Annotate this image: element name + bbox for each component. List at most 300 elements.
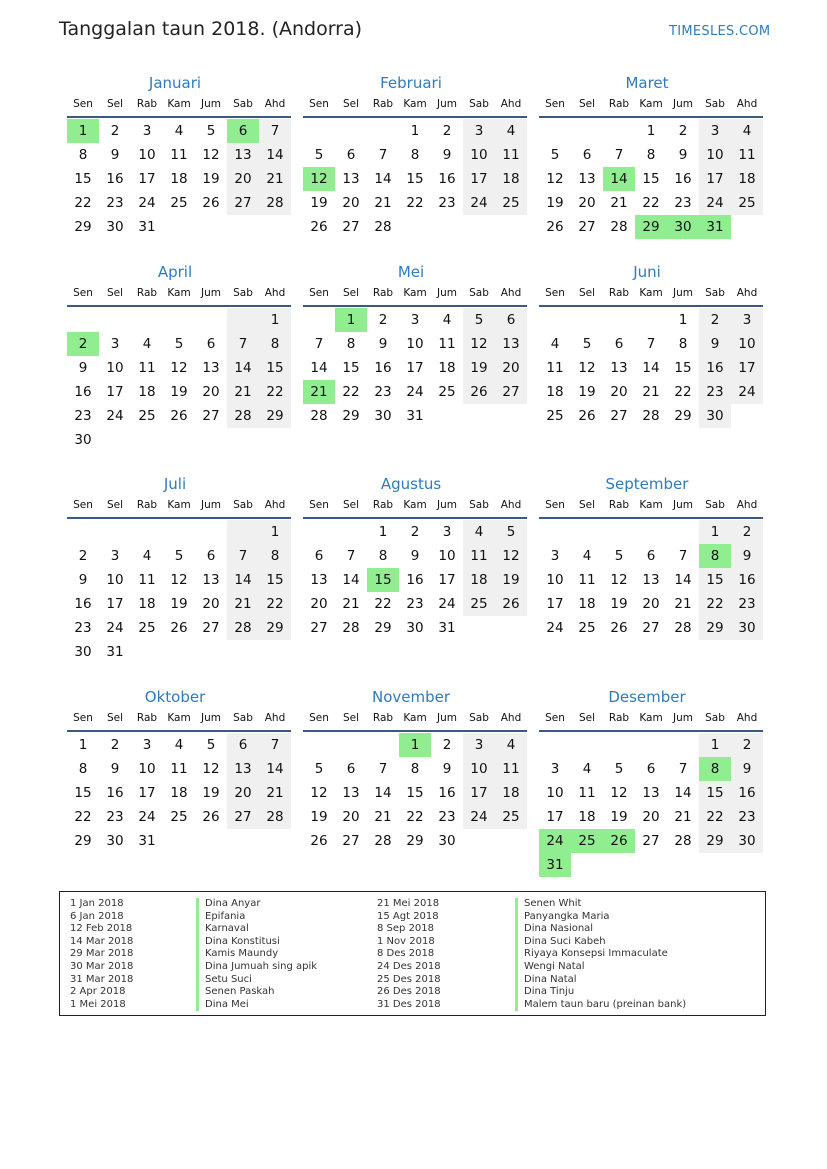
day-cell: 29 bbox=[74, 219, 92, 235]
day-cell: 3 bbox=[410, 312, 420, 328]
empty-cell bbox=[227, 428, 259, 452]
month-mei bbox=[303, 261, 527, 428]
empty-cell bbox=[67, 308, 99, 332]
legend-date: 6 Jan 2018 bbox=[70, 910, 124, 922]
legend-holiday-name: Senen Whit bbox=[515, 898, 686, 911]
legend-dates-left bbox=[70, 898, 133, 1011]
empty-cell bbox=[699, 853, 731, 877]
empty-cell bbox=[131, 520, 163, 544]
month-juni bbox=[539, 261, 763, 428]
day-cell: 27 bbox=[227, 191, 259, 215]
empty-cell bbox=[463, 215, 495, 239]
month-november bbox=[303, 686, 527, 853]
weekday-label: Sab bbox=[469, 98, 489, 110]
empty-cell bbox=[539, 119, 571, 143]
weekday-header bbox=[539, 708, 763, 732]
empty-cell bbox=[227, 215, 259, 239]
day-cell: 28 bbox=[342, 620, 360, 636]
weekday-label: Sel bbox=[106, 287, 124, 299]
legend-holiday-name: Malem taun baru (preinan bank) bbox=[515, 999, 686, 1012]
weekday-label: Jum bbox=[437, 499, 457, 511]
weekday-label: Ahd bbox=[500, 499, 522, 511]
empty-cell bbox=[227, 520, 259, 544]
empty-cell bbox=[195, 428, 227, 452]
day-cell: 14 bbox=[342, 572, 360, 588]
day-cell: 16 bbox=[406, 572, 424, 588]
day-cell: 24 bbox=[138, 195, 156, 211]
weekday-label: Sel bbox=[578, 287, 596, 299]
day-cell: 17 bbox=[438, 572, 456, 588]
day-cell: 24 bbox=[106, 408, 124, 424]
day-cell: 18 bbox=[546, 384, 564, 400]
day-cell: 27 bbox=[495, 380, 527, 404]
day-cell: 19 bbox=[463, 356, 495, 380]
day-cell: 14 bbox=[259, 757, 291, 781]
day-cell: 25 bbox=[463, 592, 495, 616]
brand-logo-text[interactable]: TIMESLES.COM bbox=[669, 24, 771, 39]
weekday-label: Sel bbox=[106, 712, 124, 724]
day-cell: 23 bbox=[406, 596, 424, 612]
day-cell: 29 bbox=[259, 404, 291, 428]
month-title: April bbox=[157, 263, 193, 281]
day-cell: 24 bbox=[406, 384, 424, 400]
day-cell: 24 bbox=[539, 829, 571, 853]
day-cell: 11 bbox=[546, 360, 564, 376]
empty-cell bbox=[495, 404, 527, 428]
day-cell: 28 bbox=[610, 219, 628, 235]
day-cell: 30 bbox=[731, 829, 763, 853]
day-cell: 4 bbox=[174, 737, 184, 753]
day-cell: 31 bbox=[138, 833, 156, 849]
day-cell: 20 bbox=[202, 596, 220, 612]
day-cell: 18 bbox=[463, 568, 495, 592]
empty-cell bbox=[259, 428, 291, 452]
weekday-label: Sen bbox=[545, 499, 565, 511]
day-cell: 23 bbox=[74, 620, 92, 636]
day-grid bbox=[539, 119, 763, 239]
day-cell: 25 bbox=[571, 829, 603, 853]
day-cell: 8 bbox=[78, 761, 88, 777]
day-cell: 18 bbox=[138, 596, 156, 612]
empty-cell bbox=[195, 215, 227, 239]
day-cell: 8 bbox=[699, 757, 731, 781]
empty-cell bbox=[495, 829, 527, 853]
day-cell: 4 bbox=[731, 119, 763, 143]
day-cell: 1 bbox=[259, 308, 291, 332]
day-cell: 27 bbox=[642, 833, 660, 849]
empty-cell bbox=[195, 520, 227, 544]
day-cell: 7 bbox=[346, 548, 356, 564]
day-grid bbox=[539, 520, 763, 640]
legend-date: 31 Des 2018 bbox=[377, 998, 441, 1010]
legend-names-right bbox=[515, 898, 686, 1011]
empty-cell bbox=[303, 733, 335, 757]
day-cell: 7 bbox=[378, 761, 388, 777]
weekday-header bbox=[303, 283, 527, 307]
empty-cell bbox=[667, 520, 699, 544]
day-cell: 15 bbox=[74, 785, 92, 801]
day-cell: 7 bbox=[378, 147, 388, 163]
day-cell: 22 bbox=[406, 195, 424, 211]
day-cell: 1 bbox=[335, 308, 367, 332]
legend-holiday-name: Dina Tinju bbox=[515, 986, 686, 999]
month-januari bbox=[67, 72, 291, 239]
day-cell: 10 bbox=[106, 572, 124, 588]
month-title: Juni bbox=[633, 263, 661, 281]
day-cell: 29 bbox=[674, 408, 692, 424]
day-cell: 16 bbox=[74, 384, 92, 400]
day-cell: 9 bbox=[110, 147, 120, 163]
weekday-label: Jum bbox=[673, 499, 693, 511]
day-grid bbox=[539, 308, 763, 428]
day-cell: 30 bbox=[699, 404, 731, 428]
empty-cell bbox=[335, 733, 367, 757]
day-cell: 23 bbox=[699, 380, 731, 404]
empty-cell bbox=[571, 853, 603, 877]
day-cell: 20 bbox=[227, 167, 259, 191]
weekday-label: Kam bbox=[167, 712, 191, 724]
empty-cell bbox=[227, 640, 259, 664]
day-cell: 16 bbox=[74, 596, 92, 612]
empty-cell bbox=[259, 640, 291, 664]
legend-date: 15 Agt 2018 bbox=[377, 910, 439, 922]
weekday-label: Kam bbox=[639, 499, 663, 511]
day-cell: 13 bbox=[227, 143, 259, 167]
day-cell: 10 bbox=[463, 143, 495, 167]
day-cell: 1 bbox=[378, 524, 388, 540]
empty-cell bbox=[667, 733, 699, 757]
day-cell: 14 bbox=[642, 360, 660, 376]
day-cell: 10 bbox=[106, 360, 124, 376]
legend-holiday-name: Senen Paskah bbox=[196, 986, 317, 999]
day-cell: 8 bbox=[646, 147, 656, 163]
empty-cell bbox=[163, 308, 195, 332]
month-title: Juli bbox=[163, 475, 187, 493]
day-cell: 15 bbox=[259, 356, 291, 380]
month-juli bbox=[67, 473, 291, 664]
day-cell: 28 bbox=[227, 404, 259, 428]
day-grid bbox=[539, 733, 763, 877]
day-cell: 28 bbox=[374, 219, 392, 235]
weekday-label: Sen bbox=[73, 98, 93, 110]
day-cell: 11 bbox=[170, 147, 188, 163]
weekday-label: Ahd bbox=[264, 287, 286, 299]
weekday-label: Kam bbox=[403, 499, 427, 511]
day-cell: 24 bbox=[106, 620, 124, 636]
day-grid bbox=[303, 119, 527, 239]
weekday-label: Jum bbox=[201, 499, 221, 511]
empty-cell bbox=[731, 215, 763, 239]
empty-cell bbox=[367, 119, 399, 143]
weekday-label: Jum bbox=[673, 712, 693, 724]
day-cell: 2 bbox=[378, 312, 388, 328]
weekday-label: Sen bbox=[73, 499, 93, 511]
legend-holiday-name: Dina Konstitusi bbox=[196, 936, 317, 949]
day-cell: 1 bbox=[678, 312, 688, 328]
day-cell: 17 bbox=[106, 384, 124, 400]
empty-cell bbox=[163, 829, 195, 853]
day-cell: 7 bbox=[314, 336, 324, 352]
weekday-label: Sab bbox=[705, 98, 725, 110]
day-cell: 22 bbox=[406, 809, 424, 825]
weekday-header bbox=[539, 283, 763, 307]
day-cell: 27 bbox=[202, 408, 220, 424]
legend-holiday-name: Wengi Natal bbox=[515, 961, 686, 974]
day-cell: 25 bbox=[495, 191, 527, 215]
day-cell: 16 bbox=[438, 171, 456, 187]
day-cell: 13 bbox=[642, 785, 660, 801]
empty-cell bbox=[539, 520, 571, 544]
legend-date: 8 Des 2018 bbox=[377, 948, 435, 960]
day-cell: 19 bbox=[495, 568, 527, 592]
month-title: Februari bbox=[380, 74, 442, 92]
legend-date: 1 Jan 2018 bbox=[70, 898, 124, 909]
empty-cell bbox=[731, 404, 763, 428]
day-cell: 21 bbox=[342, 596, 360, 612]
day-cell: 24 bbox=[546, 620, 564, 636]
day-cell: 12 bbox=[463, 332, 495, 356]
weekday-label: Ahd bbox=[500, 287, 522, 299]
day-cell: 1 bbox=[699, 520, 731, 544]
day-cell: 25 bbox=[170, 195, 188, 211]
day-cell: 8 bbox=[410, 147, 420, 163]
day-cell: 5 bbox=[206, 737, 216, 753]
weekday-label: Sen bbox=[73, 712, 93, 724]
day-cell: 13 bbox=[495, 332, 527, 356]
weekday-label: Sen bbox=[309, 287, 329, 299]
day-cell: 21 bbox=[674, 596, 692, 612]
day-cell: 22 bbox=[699, 805, 731, 829]
day-cell: 31 bbox=[699, 215, 731, 239]
page-title: Tanggalan taun 2018. (Andorra) bbox=[59, 18, 363, 40]
day-cell: 19 bbox=[546, 195, 564, 211]
day-cell: 9 bbox=[78, 360, 88, 376]
day-cell: 19 bbox=[170, 596, 188, 612]
weekday-label: Sel bbox=[578, 712, 596, 724]
day-cell: 15 bbox=[367, 568, 399, 592]
day-cell: 10 bbox=[546, 785, 564, 801]
day-cell: 3 bbox=[463, 119, 495, 143]
day-cell: 28 bbox=[227, 616, 259, 640]
empty-cell bbox=[303, 119, 335, 143]
weekday-label: Sel bbox=[342, 287, 360, 299]
day-cell: 16 bbox=[438, 785, 456, 801]
day-cell: 31 bbox=[406, 408, 424, 424]
day-cell: 11 bbox=[578, 785, 596, 801]
legend-holiday-name: Riyaya Konsepsi Immaculate bbox=[515, 948, 686, 961]
empty-cell bbox=[495, 215, 527, 239]
day-cell: 17 bbox=[138, 171, 156, 187]
day-cell: 25 bbox=[731, 191, 763, 215]
day-cell: 13 bbox=[642, 572, 660, 588]
day-cell: 17 bbox=[138, 785, 156, 801]
day-cell: 9 bbox=[442, 147, 452, 163]
day-cell: 14 bbox=[674, 572, 692, 588]
day-cell: 22 bbox=[642, 195, 660, 211]
empty-cell bbox=[259, 215, 291, 239]
day-cell: 1 bbox=[78, 737, 88, 753]
day-cell: 30 bbox=[106, 833, 124, 849]
month-title: November bbox=[371, 688, 451, 706]
day-cell: 23 bbox=[106, 195, 124, 211]
month-september bbox=[539, 473, 763, 640]
day-cell: 6 bbox=[206, 336, 216, 352]
day-cell: 1 bbox=[259, 520, 291, 544]
day-cell: 15 bbox=[642, 171, 660, 187]
day-cell: 4 bbox=[463, 520, 495, 544]
day-cell: 18 bbox=[138, 384, 156, 400]
month-title: Maret bbox=[625, 74, 669, 92]
day-cell: 30 bbox=[374, 408, 392, 424]
day-grid bbox=[67, 520, 291, 664]
day-cell: 7 bbox=[678, 548, 688, 564]
day-cell: 25 bbox=[138, 408, 156, 424]
day-cell: 13 bbox=[310, 572, 328, 588]
month-title: September bbox=[605, 475, 689, 493]
day-cell: 29 bbox=[259, 616, 291, 640]
day-cell: 6 bbox=[495, 308, 527, 332]
day-cell: 5 bbox=[206, 123, 216, 139]
day-cell: 31 bbox=[138, 219, 156, 235]
weekday-header bbox=[67, 495, 291, 519]
legend-holiday-name: Dina Jumuah sing apik bbox=[196, 961, 317, 974]
day-cell: 15 bbox=[699, 781, 731, 805]
month-title: Agustus bbox=[380, 475, 442, 493]
day-cell: 15 bbox=[674, 360, 692, 376]
empty-cell bbox=[635, 853, 667, 877]
day-cell: 15 bbox=[259, 568, 291, 592]
legend-holiday-name: Dina Anyar bbox=[196, 898, 317, 911]
weekday-label: Sab bbox=[233, 712, 253, 724]
day-cell: 23 bbox=[438, 195, 456, 211]
empty-cell bbox=[195, 640, 227, 664]
day-cell: 9 bbox=[378, 336, 388, 352]
weekday-label: Sab bbox=[705, 499, 725, 511]
day-cell: 12 bbox=[202, 761, 220, 777]
empty-cell bbox=[303, 520, 335, 544]
weekday-label: Ahd bbox=[736, 287, 758, 299]
day-cell: 2 bbox=[442, 123, 452, 139]
day-cell: 12 bbox=[578, 360, 596, 376]
empty-cell bbox=[367, 733, 399, 757]
day-cell: 2 bbox=[442, 737, 452, 753]
day-cell: 19 bbox=[202, 171, 220, 187]
weekday-label: Kam bbox=[403, 98, 427, 110]
day-cell: 7 bbox=[614, 147, 624, 163]
day-cell: 18 bbox=[578, 596, 596, 612]
day-cell: 24 bbox=[438, 596, 456, 612]
weekday-label: Ahd bbox=[264, 712, 286, 724]
day-cell: 14 bbox=[603, 167, 635, 191]
weekday-label: Sel bbox=[578, 98, 596, 110]
day-cell: 26 bbox=[202, 195, 220, 211]
day-cell: 26 bbox=[463, 380, 495, 404]
empty-cell bbox=[67, 520, 99, 544]
day-cell: 12 bbox=[170, 360, 188, 376]
day-cell: 12 bbox=[546, 171, 564, 187]
weekday-header bbox=[539, 495, 763, 519]
day-cell: 6 bbox=[614, 336, 624, 352]
day-cell: 23 bbox=[74, 408, 92, 424]
weekday-label: Rab bbox=[136, 287, 158, 299]
day-cell: 20 bbox=[202, 384, 220, 400]
empty-cell bbox=[635, 308, 667, 332]
legend-holiday-name: Dina Mei bbox=[196, 999, 317, 1012]
day-cell: 29 bbox=[342, 408, 360, 424]
day-cell: 18 bbox=[495, 781, 527, 805]
weekday-label: Sel bbox=[342, 499, 360, 511]
day-cell: 29 bbox=[635, 215, 667, 239]
day-cell: 29 bbox=[406, 833, 424, 849]
day-cell: 8 bbox=[678, 336, 688, 352]
day-cell: 16 bbox=[674, 171, 692, 187]
weekday-label: Ahd bbox=[500, 98, 522, 110]
day-cell: 29 bbox=[699, 616, 731, 640]
day-cell: 9 bbox=[410, 548, 420, 564]
day-cell: 3 bbox=[142, 123, 152, 139]
day-cell: 10 bbox=[546, 572, 564, 588]
day-cell: 4 bbox=[142, 548, 152, 564]
legend-date: 31 Mar 2018 bbox=[70, 973, 134, 985]
weekday-label: Rab bbox=[136, 98, 158, 110]
weekday-label: Rab bbox=[608, 98, 630, 110]
weekday-label: Rab bbox=[608, 287, 630, 299]
day-cell: 19 bbox=[610, 809, 628, 825]
day-cell: 22 bbox=[259, 380, 291, 404]
day-cell: 22 bbox=[674, 384, 692, 400]
day-cell: 23 bbox=[438, 809, 456, 825]
day-cell: 14 bbox=[310, 360, 328, 376]
empty-cell bbox=[99, 520, 131, 544]
empty-cell bbox=[571, 308, 603, 332]
day-cell: 20 bbox=[642, 809, 660, 825]
weekday-label: Rab bbox=[136, 499, 158, 511]
day-cell: 26 bbox=[170, 408, 188, 424]
weekday-label: Sab bbox=[233, 499, 253, 511]
day-cell: 12 bbox=[495, 544, 527, 568]
day-cell: 24 bbox=[699, 191, 731, 215]
day-cell: 8 bbox=[346, 336, 356, 352]
weekday-label: Kam bbox=[403, 287, 427, 299]
day-cell: 26 bbox=[310, 219, 328, 235]
weekday-label: Jum bbox=[673, 98, 693, 110]
day-cell: 15 bbox=[699, 568, 731, 592]
weekday-label: Sab bbox=[705, 287, 725, 299]
day-cell: 2 bbox=[110, 123, 120, 139]
day-cell: 19 bbox=[310, 809, 328, 825]
day-cell: 13 bbox=[202, 360, 220, 376]
day-cell: 19 bbox=[310, 195, 328, 211]
weekday-header bbox=[67, 94, 291, 118]
day-cell: 4 bbox=[495, 119, 527, 143]
day-cell: 5 bbox=[463, 308, 495, 332]
empty-cell bbox=[571, 119, 603, 143]
day-cell: 30 bbox=[438, 833, 456, 849]
empty-cell bbox=[571, 520, 603, 544]
empty-cell bbox=[603, 119, 635, 143]
weekday-label: Kam bbox=[639, 712, 663, 724]
day-cell: 18 bbox=[578, 809, 596, 825]
day-cell: 21 bbox=[642, 384, 660, 400]
empty-cell bbox=[227, 829, 259, 853]
legend-holiday-name: Dina Suci Kabeh bbox=[515, 936, 686, 949]
day-cell: 18 bbox=[495, 167, 527, 191]
day-cell: 20 bbox=[610, 384, 628, 400]
legend-date: 1 Mei 2018 bbox=[70, 998, 126, 1010]
day-cell: 12 bbox=[310, 785, 328, 801]
day-cell: 3 bbox=[463, 733, 495, 757]
day-cell: 1 bbox=[399, 733, 431, 757]
